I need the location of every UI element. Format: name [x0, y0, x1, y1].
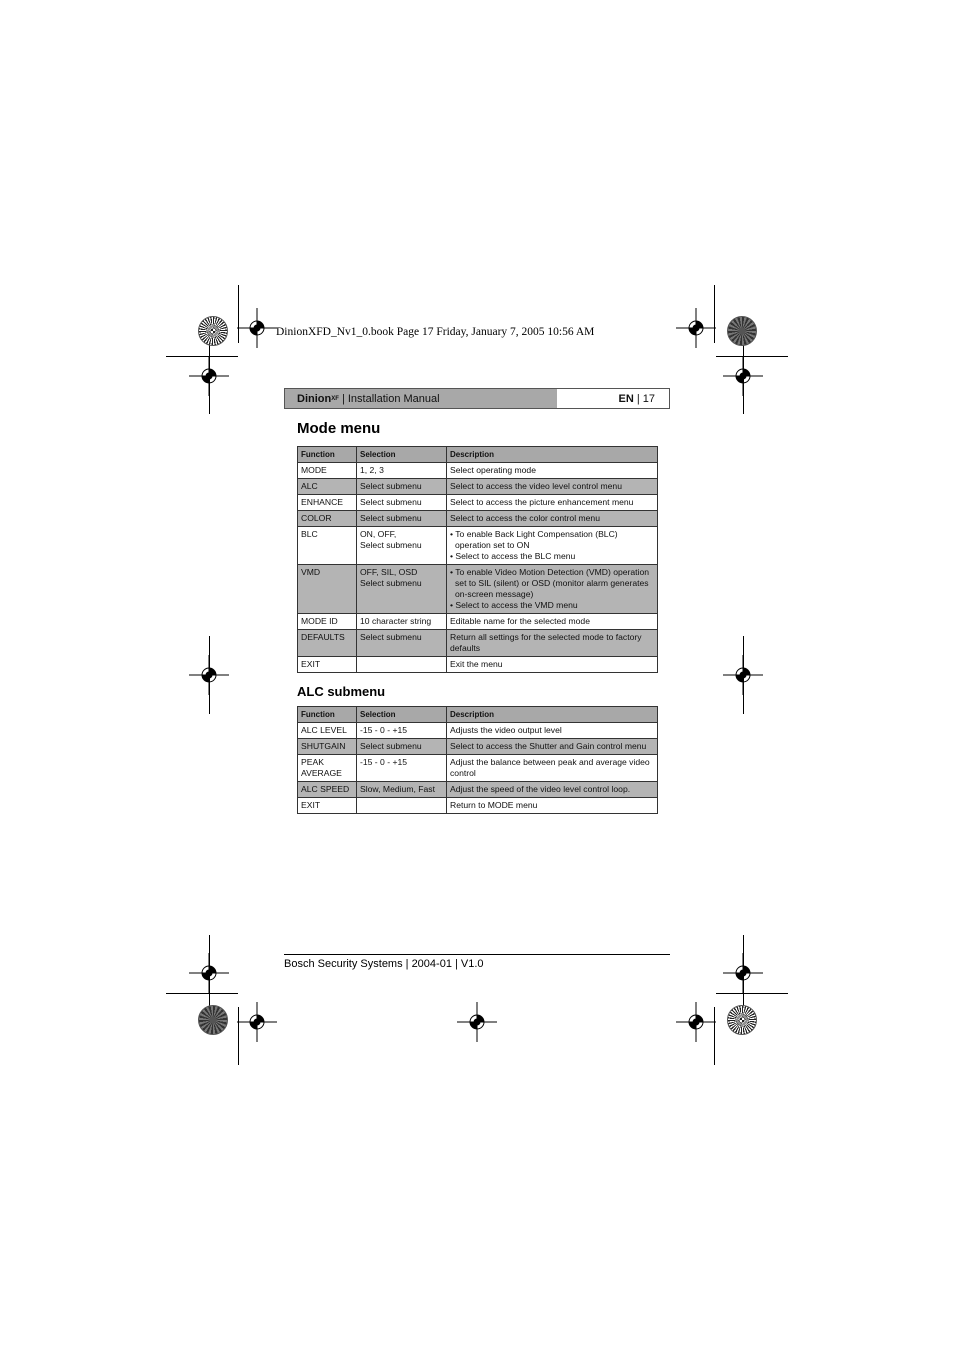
header-product-sup: XF: [331, 395, 339, 402]
description-line: Adjust the speed of the video level control loop.: [450, 784, 631, 794]
cell-function: MODE ID: [298, 614, 357, 630]
registration-mark-icon: [237, 1002, 277, 1042]
cell-function: ALC SPEED: [298, 782, 357, 798]
cell-selection: [357, 511, 447, 527]
description-line: Select to access the color control menu: [450, 513, 600, 523]
header-lang: EN: [618, 392, 634, 405]
cell-selection: [357, 755, 447, 782]
table-row: [298, 463, 658, 479]
cell-description: [447, 739, 658, 755]
color-target-icon: [198, 316, 228, 346]
header-doc-type: Installation Manual: [347, 392, 440, 405]
color-target-icon: [727, 1005, 757, 1035]
description-line: Select to access the picture enhancement menu: [450, 497, 634, 507]
cell-function: EXIT: [298, 798, 357, 814]
cell-selection: [357, 657, 447, 673]
cell-description: [447, 495, 658, 511]
registration-mark-icon: [676, 1002, 716, 1042]
description-line: Adjust the balance between peak and average video control: [450, 757, 650, 778]
description-line: Select to access the Shutter and Gain control menu: [450, 741, 647, 751]
cell-selection: [357, 782, 447, 798]
cell-selection: [357, 527, 447, 565]
registration-mark-icon: [189, 356, 229, 396]
description-line: Return to MODE menu: [450, 800, 538, 810]
selection-line: 10 character string: [360, 616, 432, 626]
selection-line: ON, OFF,: [360, 529, 397, 539]
cell-description: [447, 511, 658, 527]
footer-rule: [284, 954, 670, 955]
table-row: [298, 495, 658, 511]
cell-description: [447, 798, 658, 814]
cell-function: DEFAULTS: [298, 630, 357, 657]
selection-line: Select submenu: [360, 540, 422, 550]
header-page: [557, 389, 669, 408]
crop-line: [743, 636, 744, 714]
selection-line: OFF, SIL, OSD: [360, 567, 418, 577]
cell-function: COLOR: [298, 511, 357, 527]
cell-selection: [357, 565, 447, 614]
table-row: [298, 782, 658, 798]
alc-submenu-title: ALC submenu: [297, 684, 386, 699]
cell-selection: [357, 614, 447, 630]
cell-function: ALC LEVEL: [298, 723, 357, 739]
selection-line: Select submenu: [360, 578, 422, 588]
table-row: [298, 614, 658, 630]
cell-function: ENHANCE: [298, 495, 357, 511]
table-row: [298, 723, 658, 739]
alc-submenu-table: [297, 706, 658, 814]
table-row: [298, 511, 658, 527]
cell-selection: [357, 798, 447, 814]
column-header: Description: [447, 707, 658, 723]
cell-function: BLC: [298, 527, 357, 565]
table-row: [298, 565, 658, 614]
header-product: Dinion: [297, 392, 332, 405]
table-row: [298, 479, 658, 495]
table-row: [298, 630, 658, 657]
cell-selection: [357, 495, 447, 511]
table-header-row: [298, 707, 658, 723]
description-line: • To enable Back Light Compensation (BLC) operation set to ON: [450, 529, 618, 550]
table-row: [298, 527, 658, 565]
description-line: Adjusts the video output level: [450, 725, 562, 735]
crop-line: [209, 636, 210, 714]
description-line: • Select to access the VMD menu: [450, 600, 578, 610]
mode-menu-title: Mode menu: [297, 420, 381, 437]
crop-line: [716, 993, 788, 994]
selection-line: -15 - 0 - +15: [360, 725, 408, 735]
selection-line: Select submenu: [360, 513, 422, 523]
cell-function: PEAK AVERAGE: [298, 755, 357, 782]
selection-line: Select submenu: [360, 632, 422, 642]
cell-function: VMD: [298, 565, 357, 614]
registration-mark-icon: [676, 308, 716, 348]
cell-function: EXIT: [298, 657, 357, 673]
column-header: Description: [447, 447, 658, 463]
cell-description: [447, 614, 658, 630]
running-header: [284, 388, 670, 409]
color-target-icon: [727, 316, 757, 346]
selection-line: -15 - 0 - +15: [360, 757, 408, 767]
cell-description: [447, 782, 658, 798]
table-row: [298, 798, 658, 814]
description-line: • Select to access the BLC menu: [450, 551, 576, 561]
print-info-line: DinionXFD_Nv1_0.book Page 17 Friday, January 7, 2005 10:56 AM: [276, 326, 595, 338]
description-line: Select to access the video level control menu: [450, 481, 622, 491]
description-line: Select operating mode: [450, 465, 536, 475]
column-header: Selection: [357, 707, 447, 723]
table-header-row: [298, 447, 658, 463]
cell-description: [447, 479, 658, 495]
color-target-icon: [198, 1005, 228, 1035]
header-separator: |: [338, 392, 348, 405]
selection-line: Select submenu: [360, 497, 422, 507]
cell-function: ALC: [298, 479, 357, 495]
cell-selection: [357, 630, 447, 657]
column-header: Function: [298, 707, 357, 723]
header-page-separator: |: [633, 392, 643, 405]
table-row: [298, 657, 658, 673]
cell-description: [447, 657, 658, 673]
column-header: Function: [298, 447, 357, 463]
registration-mark-icon: [723, 953, 763, 993]
description-line: Editable name for the selected mode: [450, 616, 590, 626]
column-header: Selection: [357, 447, 447, 463]
selection-line: Slow, Medium, Fast: [360, 784, 435, 794]
selection-line: Select submenu: [360, 481, 422, 491]
selection-line: Select submenu: [360, 741, 422, 751]
table-row: [298, 739, 658, 755]
crop-line: [166, 993, 238, 994]
table-row: [298, 755, 658, 782]
cell-function: SHUTGAIN: [298, 739, 357, 755]
cell-description: [447, 755, 658, 782]
registration-mark-icon: [237, 308, 277, 348]
cell-description: [447, 565, 658, 614]
description-line: Exit the menu: [450, 659, 503, 669]
footer-text: Bosch Security Systems | 2004-01 | V1.0: [284, 958, 484, 970]
header-page-number: 17: [642, 392, 655, 405]
description-line: Return all settings for the selected mode to factory defaults: [450, 632, 642, 653]
cell-selection: [357, 723, 447, 739]
mode-menu-table: [297, 446, 658, 673]
cell-description: [447, 463, 658, 479]
description-line: • To enable Video Motion Detection (VMD) operation set to SIL (silent) or OSD (monitor alarm generates on-screen message): [450, 567, 650, 599]
cell-selection: [357, 479, 447, 495]
cell-selection: [357, 463, 447, 479]
cell-description: [447, 630, 658, 657]
registration-mark-icon: [457, 1002, 497, 1042]
cell-description: [447, 527, 658, 565]
cell-description: [447, 723, 658, 739]
selection-line: 1, 2, 3: [360, 465, 384, 475]
cell-selection: [357, 739, 447, 755]
header-title: [285, 389, 557, 408]
registration-mark-icon: [189, 953, 229, 993]
registration-mark-icon: [723, 356, 763, 396]
cell-function: MODE: [298, 463, 357, 479]
